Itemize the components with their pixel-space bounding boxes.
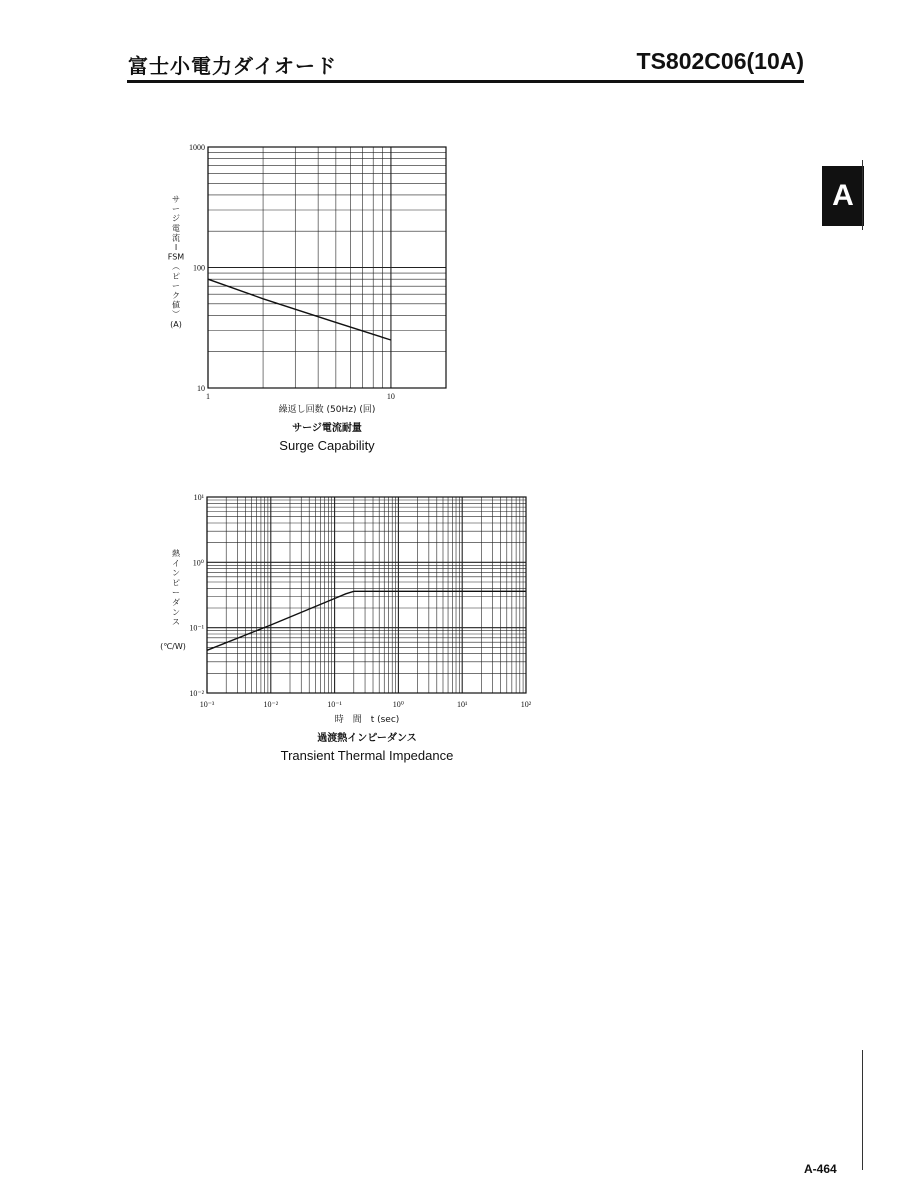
x-tick-label: 10 [386, 392, 395, 401]
y-label-char: 流 [172, 233, 180, 243]
y-label-char: ︵ [172, 262, 180, 272]
thermal-chart-x-ticks [200, 700, 532, 709]
y-label-char: ー [172, 204, 180, 214]
thermal-chart-grid [207, 497, 526, 693]
y-label-char: 値 [172, 300, 180, 310]
y-label-char: ー [172, 281, 180, 291]
y-label-char: 電 [172, 223, 180, 233]
x-tick-label: 10¹ [456, 700, 468, 709]
surge-chart-title-en: Surge Capability [279, 438, 375, 453]
surge-capability-chart [168, 143, 446, 453]
x-tick-label: 1 [206, 392, 210, 401]
part-number: TS802C06(10A) [636, 48, 804, 74]
y-tick-label: 10⁻¹ [189, 623, 204, 633]
y-tick-label: 10⁻² [189, 689, 204, 698]
transient-thermal-impedance-chart [160, 493, 532, 763]
x-tick-label: 10⁰ [392, 700, 405, 709]
y-tick-label: 1000 [189, 143, 205, 152]
page-number: A-464 [804, 1162, 837, 1176]
y-tick-label: 10⁰ [192, 558, 204, 568]
thermal-chart-x-label: 時 間 t (sec) [334, 715, 400, 725]
surge-chart-title-jp: サージ電流耐量 [292, 423, 362, 434]
y-label-char: イ [172, 558, 180, 568]
thermal-chart-title-jp: 過渡熱インピーダンス [317, 733, 417, 744]
thermal-chart-frame [207, 497, 526, 693]
y-label-char: ダ [172, 598, 180, 607]
y-label-char: サ [172, 195, 180, 204]
y-label-char: ス [172, 617, 180, 627]
y-label-char: I [174, 243, 178, 252]
y-label-char: ー [172, 588, 180, 598]
section-tab: A [822, 166, 864, 226]
surge-chart-x-ticks [206, 392, 395, 401]
y-label-char: ジ [172, 214, 180, 224]
y-label-char: 熱 [172, 549, 180, 558]
x-tick-label: 10⁻¹ [327, 700, 342, 709]
page-header-title: 富士小電力ダイオード [128, 54, 337, 78]
thermal-chart-y-ticks [189, 493, 204, 698]
thermal-chart-y-unit: (℃/W) [160, 642, 186, 651]
surge-chart-grid [208, 147, 446, 388]
thermal-impedance-series [207, 591, 526, 650]
surge-current-series [208, 279, 391, 340]
y-label-char: ン [172, 607, 180, 617]
x-tick-label: 10² [520, 700, 532, 709]
surge-chart-y-label [168, 195, 185, 329]
thermal-chart-title-en: Transient Thermal Impedance [280, 748, 454, 763]
x-tick-label: 10⁻³ [199, 700, 215, 709]
y-tick-label: 10 [197, 384, 205, 393]
y-label-char: (A) [170, 319, 182, 329]
thermal-chart-y-label [172, 548, 181, 627]
y-label-char: ピ [172, 578, 180, 588]
x-tick-label: 10⁻² [263, 700, 279, 709]
y-label-char: ク [172, 291, 180, 300]
y-label-char: ︶ [172, 310, 180, 320]
y-tick-label: 100 [193, 263, 205, 273]
surge-chart-y-ticks [189, 143, 205, 393]
surge-chart-x-label: 繰返し回数 (50Hz) (回) [278, 405, 376, 415]
y-label-char: ピ [172, 271, 180, 281]
y-tick-label: 10¹ [193, 493, 204, 502]
y-label-char: FSM [167, 252, 185, 262]
y-label-char: ン [172, 568, 180, 578]
